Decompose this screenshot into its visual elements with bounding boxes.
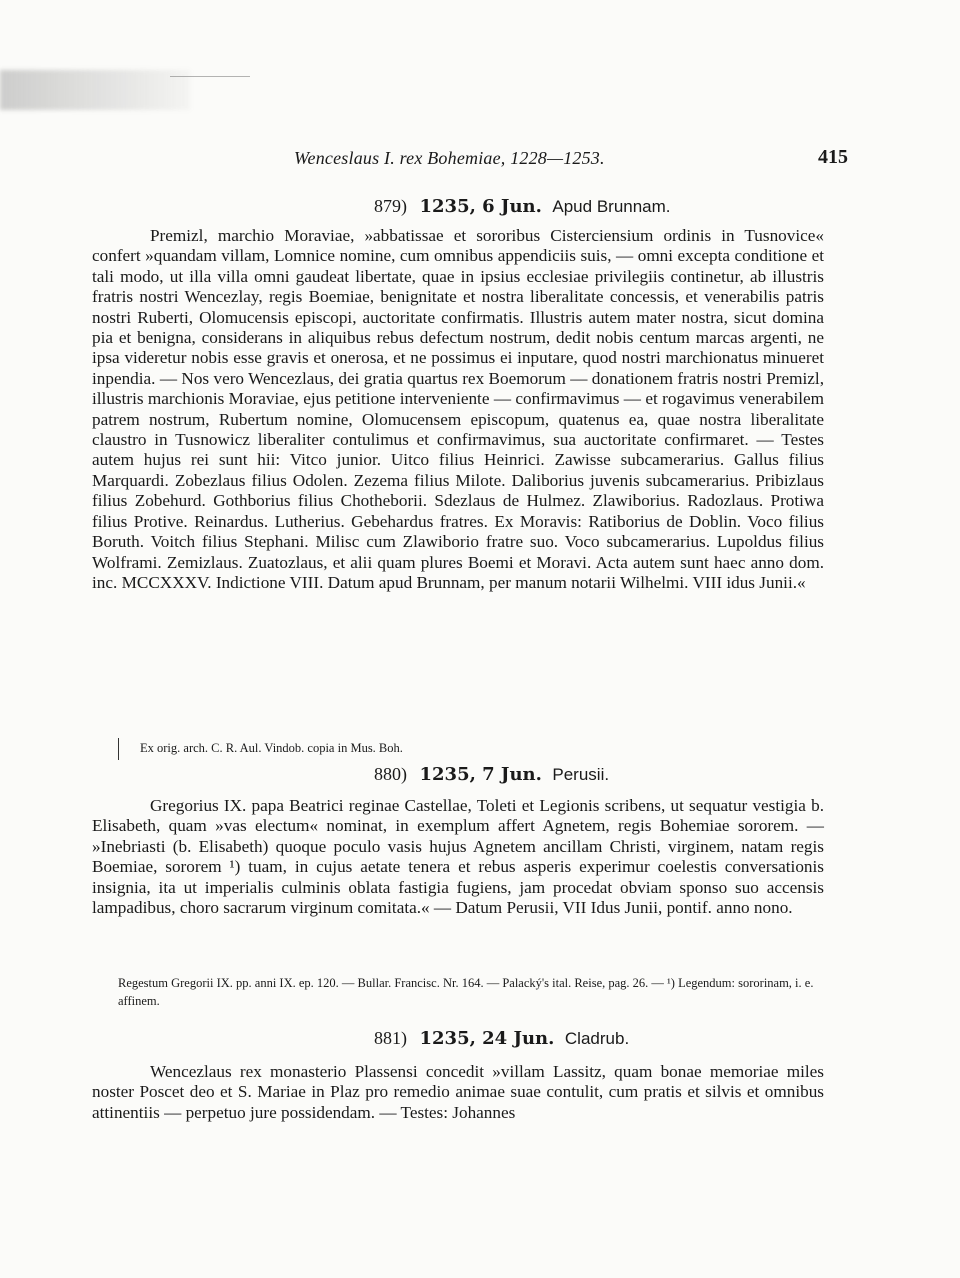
entry-date: 1235, 24 Jun. [419, 1028, 555, 1049]
entry-heading [374, 1028, 629, 1049]
entry-text: Wencezlaus rex monasterio Plassensi concedit »villam Lassitz, quam bonae memoriae miles noster Poscet deo et S. Mariae in Plaz pro remedio animae suae contulit, cum pratis et silvis et omnibus attinentiis — perpetuo jure possidendam. — Testes: Johannes [92, 1062, 824, 1122]
entry-place: Cladrub. [564, 1029, 630, 1048]
citation-bar [118, 738, 119, 760]
scan-mark [170, 76, 250, 77]
entry-heading [374, 764, 609, 785]
running-title: Wenceslaus I. rex Bohemiae, 1228—1253. [294, 148, 605, 168]
entry-text: Gregorius IX. papa Beatrici reginae Castellae, Toleti et Legionis scribens, ut sequatur vestigia b. Elisabeth, quam »vas electum« nominat, in exemplum affert Agnetem, regis Bohemiae sororem. — »Inebriasti (b. Elisabeth) quoque poculo vasis hujus Agnetem ancillam Christi, virginem, natam regis Boemiae, sororem ¹) tuam, in cujus aetate tenera et rebus asperis experimur coelestis conversationis insignia, ita ut imperialis culminis oblata fastigia fugiens, jam procedat obviam sponso suo accensis lampadibus, choro sacrarum virginum comitata.« — Datum Perusii, VII Idus Junii, pontif. anno nono. [92, 796, 824, 918]
entry-source: Regestum Gregorii IX. pp. anni IX. ep. 120. — Bullar. Francisc. Nr. 164. — Palacký's ital. Reise, pag. 26. — ¹) Legendum: sororinam, i. e. affinem. [118, 976, 814, 1008]
entry-heading [374, 196, 671, 217]
entry-number: 880) [374, 764, 407, 784]
page-number: 415 [818, 146, 848, 168]
entry-number: 879) [374, 196, 407, 216]
entry-source: Ex orig. arch. C. R. Aul. Vindob. copia in Mus. Boh. [140, 741, 403, 755]
entry-date: 1235, 7 Jun. [419, 764, 542, 785]
entry-place: Perusii. [552, 765, 610, 784]
entry-date: 1235, 6 Jun. [419, 196, 542, 217]
entry-number: 881) [374, 1028, 407, 1048]
scan-smudge [0, 70, 190, 110]
entry-text: Premizl, marchio Moraviae, »abbatissae et sororibus Cisterciensium ordinis in Tusnovice« confert »quandam villam, Lomnice nomine, cum omnibus appendiciis suis, — omni excepta conditione et tali modo, ut illa villa omni gaudeat libertate, quae in ipsius ecclesiae privilegiis continetur, ab illustris fratris nostri Wencezlay, regis Boemiae, benignitate et nostra liberalitate concessis, et venerabilis patris nostri Ruberti, Olomucensis episcopi, auctoritate confirmatis. Illustris autem mater nostra, sicut domina pia et benigna, considerans in aliquibus rebus defectum nostrum, dedit nobis centum marcas argenti, ne ipsa videretur nobis esse gravis et onerosa, et ne possimus ei inputare, quod nostri marchionatus minueret inpendia. — Nos vero Wencezlaus, dei gratia quartus rex Boemorum — donationem fratris nostri Premizl, illustris marchionis Moraviae, ejus petitione interveniente — confirmavimus — et rogavimus venerabilem patrem nostrum, Rubertum nomine, Olomucensem episcopum, quatenus ea, quae nostra liberalitate claustro in Tusnowicz liberaliter contulimus et confirmavimus, sua auctoritate confirmaret. — Testes autem hujus rei sunt hii: Vitco junior. Uitco filius Heinrici. Zawisse subcamerarius. Gallus filius Marquardi. Zobezlaus filius Odolen. Zezema filius Milote. Daliborius juvenis subcamerarius. Pribizlaus filius Zobehurd. Gothborius filius Chotheborii. Sdezlaus de Hulmez. Zlawiborius. Radozlaus. Protiwa filius Protive. Reinardus. Lutherius. Gebehardus fratres. Ex Moravis: Ratiborius de Doblin. Voco filius Boruth. Voitch filius Stephani. Milisc cum Zlawiborio fratre suo. Voco subcamerarius. Lupoldus filius Wolframi. Zemizlaus. Zuatozlaus, et alii quam plures Boemi et Moravi. Acta autem sunt haec anno dom. inc. MCCXXXV. Indictione VIII. Datum apud Brunnam, per manum notarii Wilhelmi. VIII idus Junii.« [92, 226, 824, 592]
entry-place: Apud Brunnam. [552, 197, 671, 216]
